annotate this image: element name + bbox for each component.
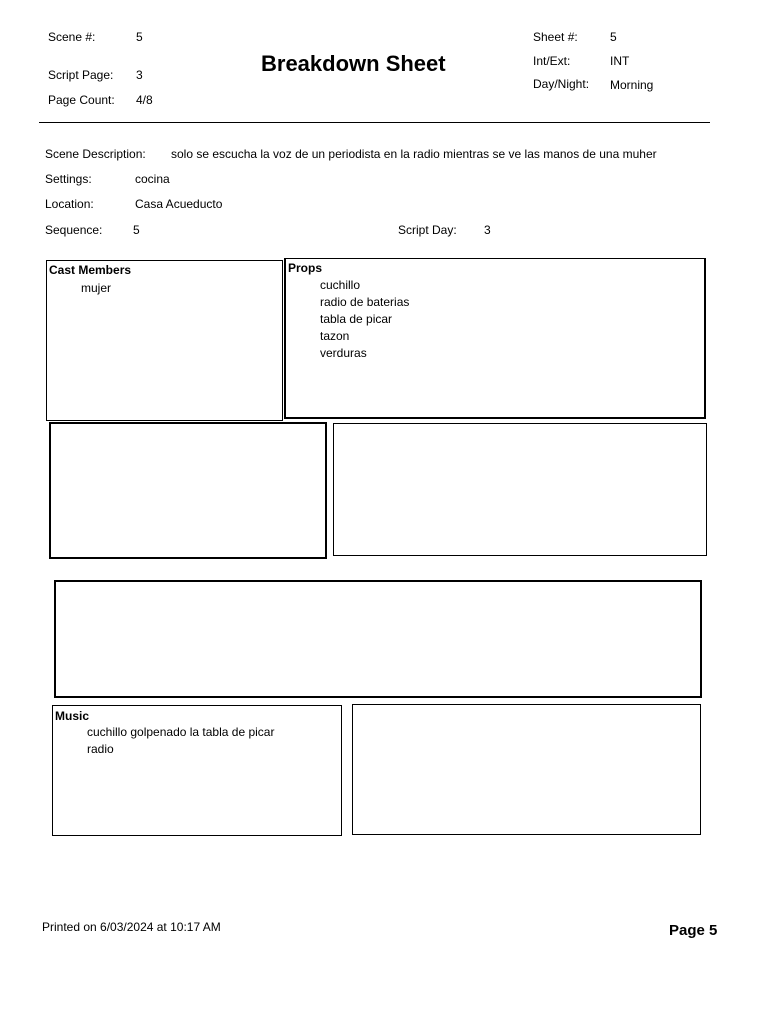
- sheet-number-label: Sheet #:: [533, 30, 578, 44]
- list-item: cuchillo golpenado la tabla de picar: [87, 725, 275, 739]
- sheet-number-value: 5: [610, 30, 617, 44]
- script-page-value: 3: [136, 68, 143, 82]
- empty-category-box: [54, 580, 702, 698]
- script-page-label: Script Page:: [48, 68, 114, 82]
- int-ext-value: INT: [610, 54, 630, 68]
- int-ext-label: Int/Ext:: [533, 54, 571, 68]
- location-label: Location:: [45, 197, 94, 211]
- music-list: [87, 724, 274, 758]
- music-title: Music: [55, 709, 90, 723]
- props-title: Props: [288, 261, 323, 275]
- list-item: tazon: [320, 329, 350, 343]
- list-item: cuchillo: [320, 278, 361, 292]
- header-divider: [39, 122, 710, 123]
- page-number: Page 5: [669, 922, 718, 939]
- list-item: verduras: [320, 346, 367, 360]
- printed-timestamp: Printed on 6/03/2024 at 10:17 AM: [42, 920, 221, 934]
- music-box: [52, 705, 342, 836]
- list-item: tabla de picar: [320, 312, 393, 326]
- props-list: [320, 277, 409, 362]
- empty-category-box: [333, 423, 707, 556]
- scene-number-label: Scene #:: [48, 30, 96, 44]
- scene-number-value: 5: [136, 30, 143, 44]
- cast-members-title: Cast Members: [49, 263, 132, 277]
- list-item: mujer: [81, 281, 112, 295]
- cast-members-list: [81, 280, 111, 297]
- sequence-value: 5: [133, 223, 140, 237]
- cast-members-box: [46, 260, 283, 421]
- props-box: [284, 258, 706, 419]
- scene-description-label: Scene Description:: [45, 147, 146, 161]
- empty-category-box: [49, 422, 327, 559]
- list-item: radio de baterias: [320, 295, 410, 309]
- script-day-value: 3: [484, 223, 491, 237]
- page-count-value: 4/8: [136, 93, 153, 107]
- sequence-label: Sequence:: [45, 223, 103, 237]
- day-night-label: Day/Night:: [533, 77, 590, 91]
- list-item: radio: [87, 742, 114, 756]
- settings-value: cocina: [135, 172, 170, 186]
- day-night-value: Morning: [610, 78, 654, 92]
- page-title: Breakdown Sheet: [261, 51, 446, 76]
- location-value: Casa Acueducto: [135, 197, 223, 211]
- scene-description-value: solo se escucha la voz de un periodista en la radio mientras se ve las manos de una muher: [171, 147, 657, 161]
- empty-category-box: [352, 704, 701, 835]
- script-day-label: Script Day:: [398, 223, 457, 237]
- page-count-label: Page Count:: [48, 93, 115, 107]
- settings-label: Settings:: [45, 172, 92, 186]
